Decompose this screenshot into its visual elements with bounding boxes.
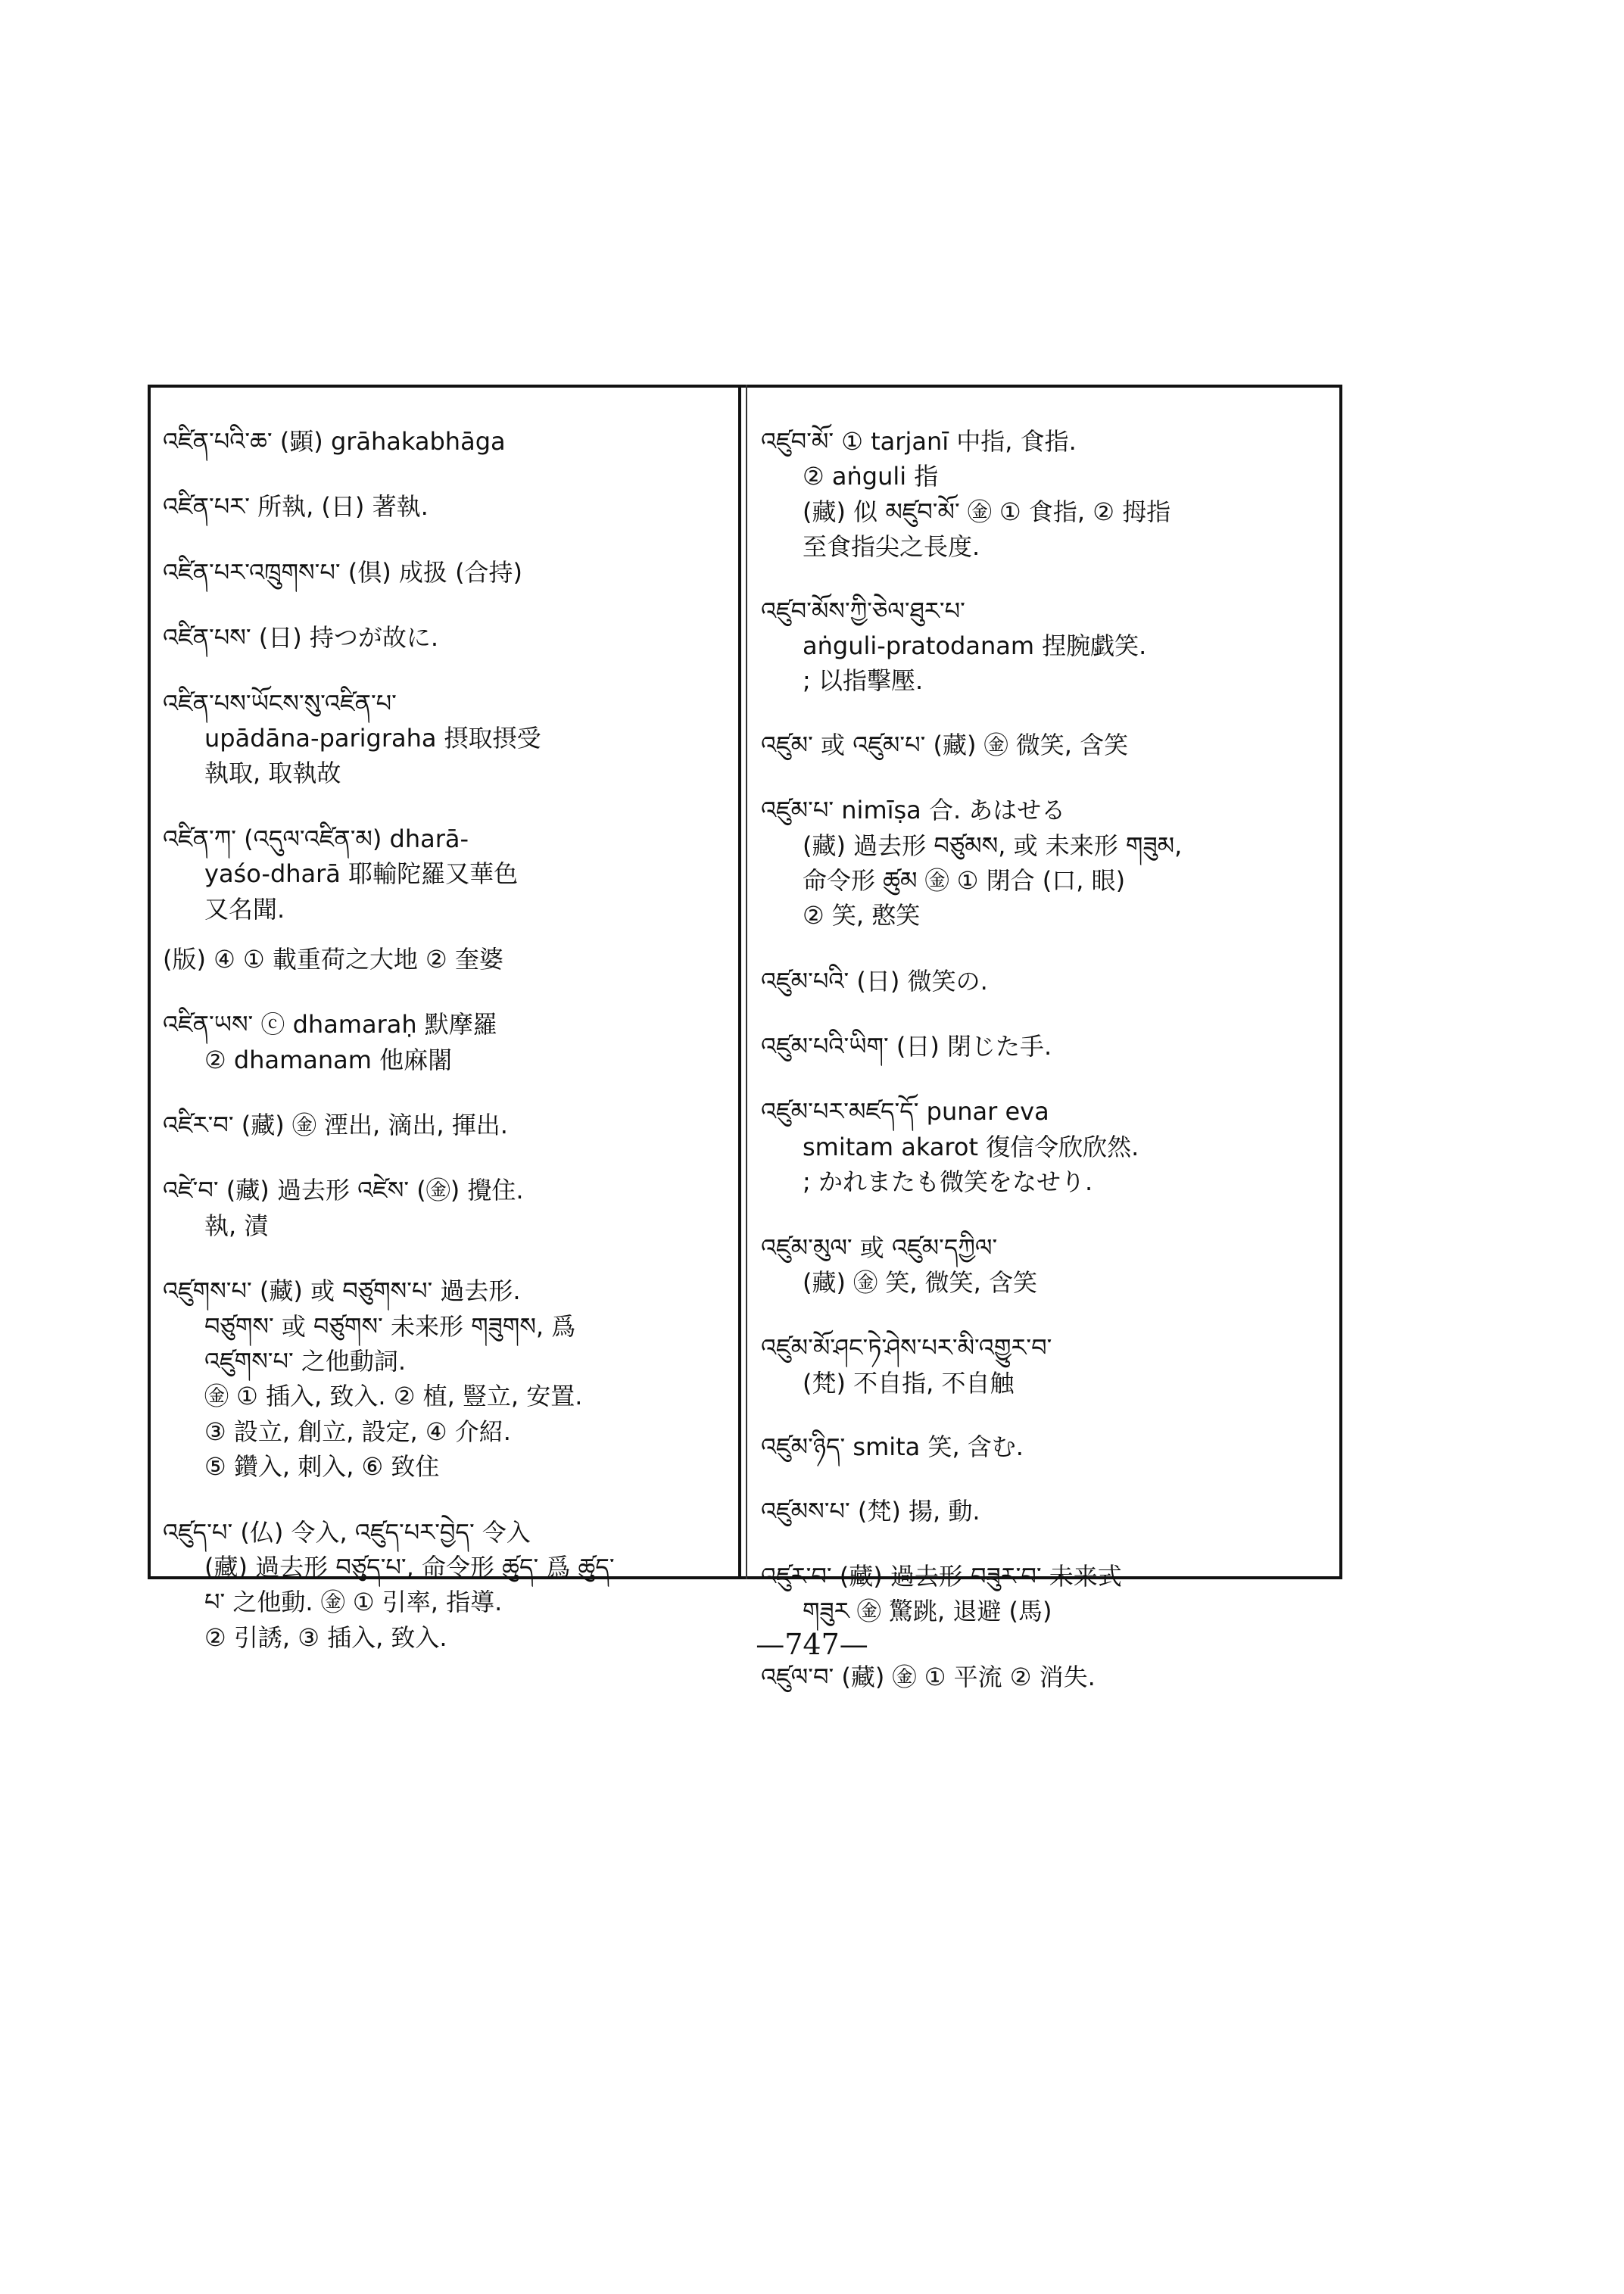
entry-line: ⑤ 鑽入, 刺入, ⑥ 致住	[204, 1452, 440, 1482]
dictionary-entry	[761, 594, 1333, 699]
entry-line: འཛུར་བ་ (藏) 過去形 བཟུར་བ་ 未来式	[761, 1561, 1122, 1591]
dictionary-entry	[163, 942, 731, 977]
dictionary-entry	[761, 1330, 1333, 1401]
entry-line: upādāna-parigraha 摂取摂受	[204, 723, 541, 753]
entry-line: smitam akarot 復信令欣欣然.	[803, 1132, 1139, 1161]
dictionary-entry	[163, 1173, 731, 1243]
dictionary-entry	[163, 1273, 731, 1484]
entry-line: ; 以指擊壓.	[803, 666, 924, 696]
dictionary-entry	[761, 1429, 1333, 1464]
entry-line: པ་ 之他動. ㊎ ① 引率, 指導.	[204, 1588, 503, 1617]
dictionary-entry	[163, 686, 731, 791]
entry-line: 至食指尖之長度.	[803, 532, 980, 562]
left-column	[163, 394, 731, 1655]
entry-line: འཛུམ་པར་མཛད་དོ་ punar eva	[761, 1097, 1049, 1127]
entry-line: འཛིན་པར་ 所執, (日) 著執.	[163, 492, 429, 522]
dictionary-entry	[163, 424, 731, 459]
entry-line: 命令形 ཚུམ ㊎ ① 閉合 (口, 眼)	[803, 865, 1126, 895]
entry-line: འཛིར་བ་ (藏) ㊎ 湮出, 滴出, 揮出.	[163, 1111, 508, 1140]
dictionary-entry	[761, 964, 1333, 999]
entry-line: འཛིན་ཡས་ ⓒ dhamaraḥ 默摩羅	[163, 1010, 497, 1039]
entry-line: འཛུམ་མུལ་ 或 འཛུམ་དཀྱིལ་	[761, 1233, 998, 1262]
entry-line: ② aṅguli 指	[803, 462, 939, 491]
entry-line: འཛུམ་ཉིད་ smita 笑, 含む.	[761, 1432, 1024, 1462]
entry-line: འཛུགས་པ་ (藏) 或 བཙུགས་པ་ 過去形.	[163, 1276, 521, 1306]
entry-line: འཛུམ་མོ་ཤང་ཏེ་ཤེས་པར་མི་འགྱུར་བ་	[761, 1333, 1052, 1363]
entry-line: (版) ④ ① 載重荷之大地 ② 奎婆	[163, 944, 503, 974]
entry-line: (藏) ㊎ 笑, 微笑, 含笑	[803, 1268, 1038, 1298]
entry-line: yaśo-dharā 耶輸陀羅又華色	[204, 859, 519, 889]
entry-line: ㊎ ① 插入, 致入. ② 植, 豎立, 安置.	[204, 1382, 583, 1411]
dictionary-entry	[761, 1660, 1333, 1694]
entry-line: 執取, 取執故	[204, 759, 341, 788]
entry-line: ② 笑, 憨笑	[803, 901, 921, 930]
entry-line: 執, 漬	[204, 1211, 269, 1240]
dictionary-entry	[761, 1029, 1333, 1064]
entry-line: འཛུམ་པའི་ (日) 微笑の.	[761, 966, 988, 996]
dictionary-entry	[163, 489, 731, 524]
entry-line: འཛུམ་ 或 འཛུམ་པ་ (藏) ㊎ 微笑, 含笑	[761, 730, 1129, 759]
dictionary-entry	[761, 1559, 1333, 1629]
dictionary-entry	[163, 1007, 731, 1077]
entry-line: aṅguli-pratodanam 捏腕戯笑.	[803, 631, 1147, 660]
right-column	[761, 394, 1333, 1694]
entry-line: (藏) 過去形 བཙུམས, 或 未来形 གཟུམ,	[803, 831, 1183, 860]
entry-line: གཟུར ㊎ 驚跳, 退避 (馬)	[803, 1597, 1052, 1626]
entry-line: བཙུགས་ 或 བཙུགས་ 未来形 གཟུགས, 爲	[204, 1311, 576, 1341]
entry-line: འཛུམ་པའི་ཡིག་ (日) 閉じた手.	[761, 1032, 1052, 1061]
dictionary-entry	[761, 1094, 1333, 1199]
entry-line: འཛིན་པས་ཡོངས་སུ་འཛིན་པ་	[163, 688, 397, 718]
dictionary-entry	[761, 793, 1333, 933]
entry-line: འཛིན་པའི་ཆ་ (顕) grāhakabhāga	[163, 427, 506, 456]
dictionary-entry	[163, 821, 731, 927]
dictionary-entry	[761, 728, 1333, 762]
column-divider-inner	[746, 385, 747, 1579]
entry-line: འཛུལ་བ་ (藏) ㊎ ① 平流 ② 消失.	[761, 1662, 1096, 1691]
entry-line: འཛུབ་མོས་ཀྱི་ཅེལ་ཐུར་པ་	[761, 596, 965, 625]
dictionary-entry	[761, 1494, 1333, 1529]
entry-line: འཛུམ་པ་ nimīṣa 合. あはせる	[761, 796, 1066, 825]
entry-line: འཛེ་བ་ (藏) 過去形 འཛེས་ (㊎) 攪住.	[163, 1176, 524, 1205]
entry-line: ② 引誘, ③ 插入, 致入.	[204, 1622, 447, 1652]
entry-line: ② dhamanam 他麻闍	[204, 1045, 453, 1074]
entry-line: འཛུགས་པ་ 之他動詞.	[204, 1347, 407, 1376]
entry-line: འཛིན་པར་འཁྲུགས་པ་ (倶) 成扱 (合持)	[163, 557, 523, 587]
page-number: —747—	[756, 1628, 868, 1661]
entry-line: ③ 設立, 創立, 設定, ④ 介紹.	[204, 1417, 511, 1446]
entry-line: འཛུབ་མོ་ ① tarjanī 中指, 食指.	[761, 427, 1077, 456]
dictionary-entry	[163, 1108, 731, 1142]
entry-line: 又名聞.	[204, 894, 285, 924]
dictionary-entry	[761, 1230, 1333, 1301]
entry-line: འཛུམས་པ་ (梵) 揚, 動.	[761, 1496, 980, 1526]
dictionary-entry	[761, 424, 1333, 565]
entry-line: འཛིན་ཀ་ (འདུལ་འཛིན་མ) dharā-	[163, 824, 469, 853]
entry-line: འཛིན་པས་ (日) 持つが故に.	[163, 623, 439, 653]
dictionary-entry	[163, 620, 731, 655]
dictionary-entry	[163, 555, 731, 590]
entry-line: (梵) 不自指, 不自触	[803, 1368, 1015, 1398]
entry-line: (藏) 過去形 བཙུད་པ་, 命令形 ཚུད་ 爲 ཚུད་	[204, 1552, 615, 1582]
entry-line: འཛུད་པ་ (仏) 令入, འཛུད་པར་བྱེད་ 令入	[163, 1517, 531, 1547]
entry-line: (藏) 似 མཛུབ་མོ་ ㊎ ① 食指, ② 拇指	[803, 497, 1171, 526]
column-divider	[738, 385, 741, 1579]
entry-line: ; かれまたも微笑をなせり.	[803, 1167, 1093, 1197]
